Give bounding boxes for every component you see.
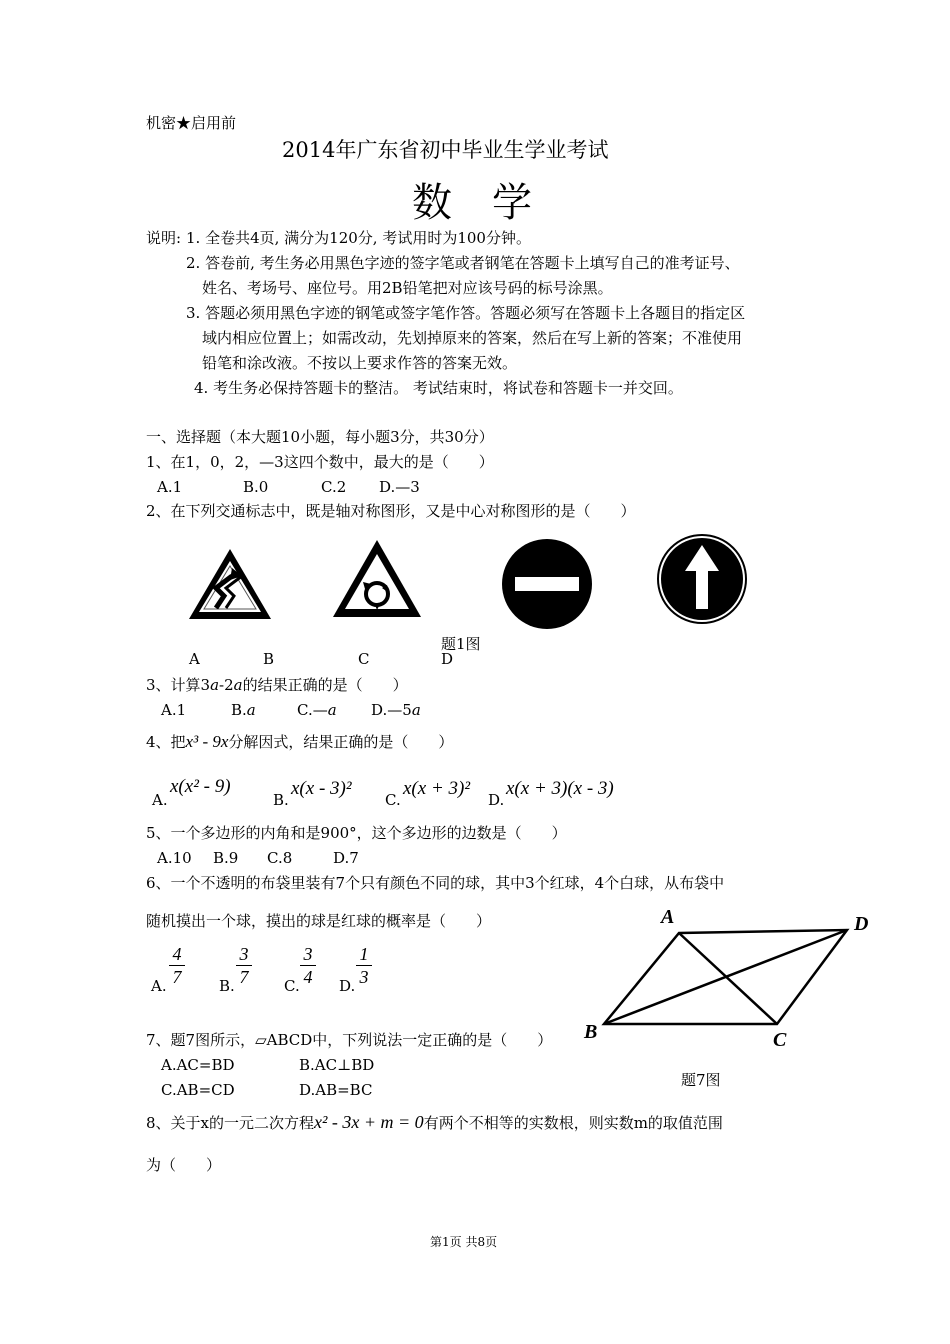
q6-stem-line2: 随机摸出一个球，摸出的球是红球的概率是（ ） bbox=[146, 912, 492, 930]
q7-point-b: B bbox=[584, 1021, 598, 1043]
q8-stem: 8、关于x的一元二次方程x² - 3x + m = 0有两个不相等的实数根，则实数m的取值范围 bbox=[146, 1112, 723, 1132]
q4-option-a-expr: x(x² - 9) bbox=[170, 776, 231, 797]
q5-option-d: D.7 bbox=[333, 849, 359, 867]
q6-option-d-label: D. bbox=[339, 977, 356, 995]
sign-d-straight-arrow-icon bbox=[656, 533, 748, 625]
secret-label: 机密★启用前 bbox=[146, 114, 237, 132]
q5-option-c: C.8 bbox=[267, 849, 293, 867]
sign-c-no-entry-icon bbox=[501, 538, 593, 630]
q5-option-a: A.10 bbox=[157, 849, 192, 867]
q7-stem: 7、题7图所示，▱ABCD中，下列说法一定正确的是（ ） bbox=[146, 1031, 553, 1049]
q5-option-b: B.9 bbox=[213, 849, 239, 867]
q6-option-b-fraction: $\frac{3}{7}$ bbox=[236, 945, 252, 986]
instruction-item-3-cont: 域内相应位置上；如需改动，先划掉原来的答案，然后在写上新的答案；不准使用 bbox=[202, 329, 743, 347]
instruction-item-3: 3. 答题必须用黑色字迹的钢笔或签字笔作答。答题必须写在答题卡上各题目的指定区 bbox=[186, 304, 746, 322]
q5-stem: 5、一个多边形的内角和是900°，这个多边形的边数是（ ） bbox=[146, 824, 567, 842]
q7-option-a: A.AC=BD bbox=[161, 1056, 235, 1074]
q1-option-a: A.1 bbox=[157, 478, 183, 496]
q7-point-d: D bbox=[854, 913, 869, 935]
q3-option-a: A.1 bbox=[161, 701, 187, 719]
q6-option-b-label: B. bbox=[219, 977, 235, 995]
q7-option-d: D.AB=BC bbox=[299, 1081, 373, 1099]
q7-point-a: A bbox=[661, 906, 675, 928]
q3-option-b: B.a bbox=[231, 701, 256, 719]
q7-parallelogram-figure bbox=[580, 900, 880, 1060]
q2-figure-caption: 题1图 bbox=[441, 635, 481, 653]
instruction-item-2-cont: 姓名、考场号、座位号。用2B铅笔把对应该号码的标号涂黑。 bbox=[202, 279, 613, 297]
q1-stem: 1、在1，0，2，—3这四个数中，最大的是（ ） bbox=[146, 453, 494, 471]
q2-label-d: D bbox=[441, 650, 454, 668]
subject-title: 数学 bbox=[412, 180, 572, 226]
q4-option-d-expr: x(x + 3)(x - 3) bbox=[506, 778, 614, 799]
q3-option-c: C.—a bbox=[297, 701, 337, 719]
q6-option-d-fraction: $\frac{1}{3}$ bbox=[356, 945, 372, 986]
q4-option-a-label: A. bbox=[152, 791, 168, 809]
exam-title: 2014年广东省初中毕业生学业考试 bbox=[282, 138, 609, 162]
q1-option-d: D.—3 bbox=[379, 478, 420, 496]
q4-option-b-label: B. bbox=[273, 791, 289, 809]
q3-stem: 3、计算3a-2a的结果正确的是（ ） bbox=[146, 676, 408, 694]
q6-stem-line1: 6、一个不透明的布袋里装有7个只有颜色不同的球，其中3个红球，4个白球，从布袋中 bbox=[146, 874, 725, 892]
q2-label-a: A bbox=[189, 650, 200, 668]
q4-option-c-label: C. bbox=[385, 791, 401, 809]
q4-option-c-expr: x(x + 3)² bbox=[403, 778, 471, 799]
instruction-item-1: 1. 全卷共4页, 满分为120分, 考试用时为100分钟。 bbox=[186, 229, 531, 247]
section-heading: 一、选择题（本大题10小题，每小题3分，共30分） bbox=[146, 428, 494, 446]
q6-option-c-label: C. bbox=[284, 977, 300, 995]
q6-option-a-fraction: $\frac{4}{7}$ bbox=[169, 945, 185, 986]
q7-point-c: C bbox=[773, 1029, 787, 1051]
q7-figure-caption: 题7图 bbox=[681, 1071, 721, 1089]
q8-stem-line2: 为（ ） bbox=[146, 1156, 222, 1174]
q1-option-c: C.2 bbox=[321, 478, 347, 496]
instruction-item-2: 2. 答卷前, 考生务必用黑色字迹的签字笔或者钢笔在答题卡上填写自己的准考证号、 bbox=[186, 254, 740, 272]
q6-option-c-fraction: $\frac{3}{4}$ bbox=[300, 945, 316, 986]
q4-stem: 4、把x³ - 9x分解因式，结果正确的是（ ） bbox=[146, 732, 454, 751]
instruction-item-3-cont2: 铅笔和涂改液。不按以上要求作答的答案无效。 bbox=[202, 354, 518, 372]
q2-stem: 2、在下列交通标志中，既是轴对称图形，又是中心对称图形的是（ ） bbox=[146, 502, 636, 520]
q6-option-a-label: A. bbox=[151, 977, 167, 995]
q4-option-b-expr: x(x - 3)² bbox=[291, 778, 352, 799]
sign-a-double-bend-icon bbox=[186, 546, 274, 622]
q3-option-d: D.—5a bbox=[371, 701, 421, 719]
q2-label-b: B bbox=[263, 650, 275, 668]
q2-label-c: C bbox=[358, 650, 370, 668]
q4-option-d-label: D. bbox=[488, 791, 505, 809]
instructions-prefix: 说明: bbox=[146, 229, 182, 247]
page-footer: 第1页 共8页 bbox=[430, 1235, 498, 1249]
instruction-item-4: 4. 考生务必保持答题卡的整洁。 考试结束时，将试卷和答题卡一并交回。 bbox=[194, 379, 683, 397]
q7-option-c: C.AB=CD bbox=[161, 1081, 235, 1099]
q7-option-b: B.AC⊥BD bbox=[299, 1056, 375, 1074]
q1-option-b: B.0 bbox=[243, 478, 269, 496]
sign-b-roundabout-icon bbox=[331, 538, 423, 620]
